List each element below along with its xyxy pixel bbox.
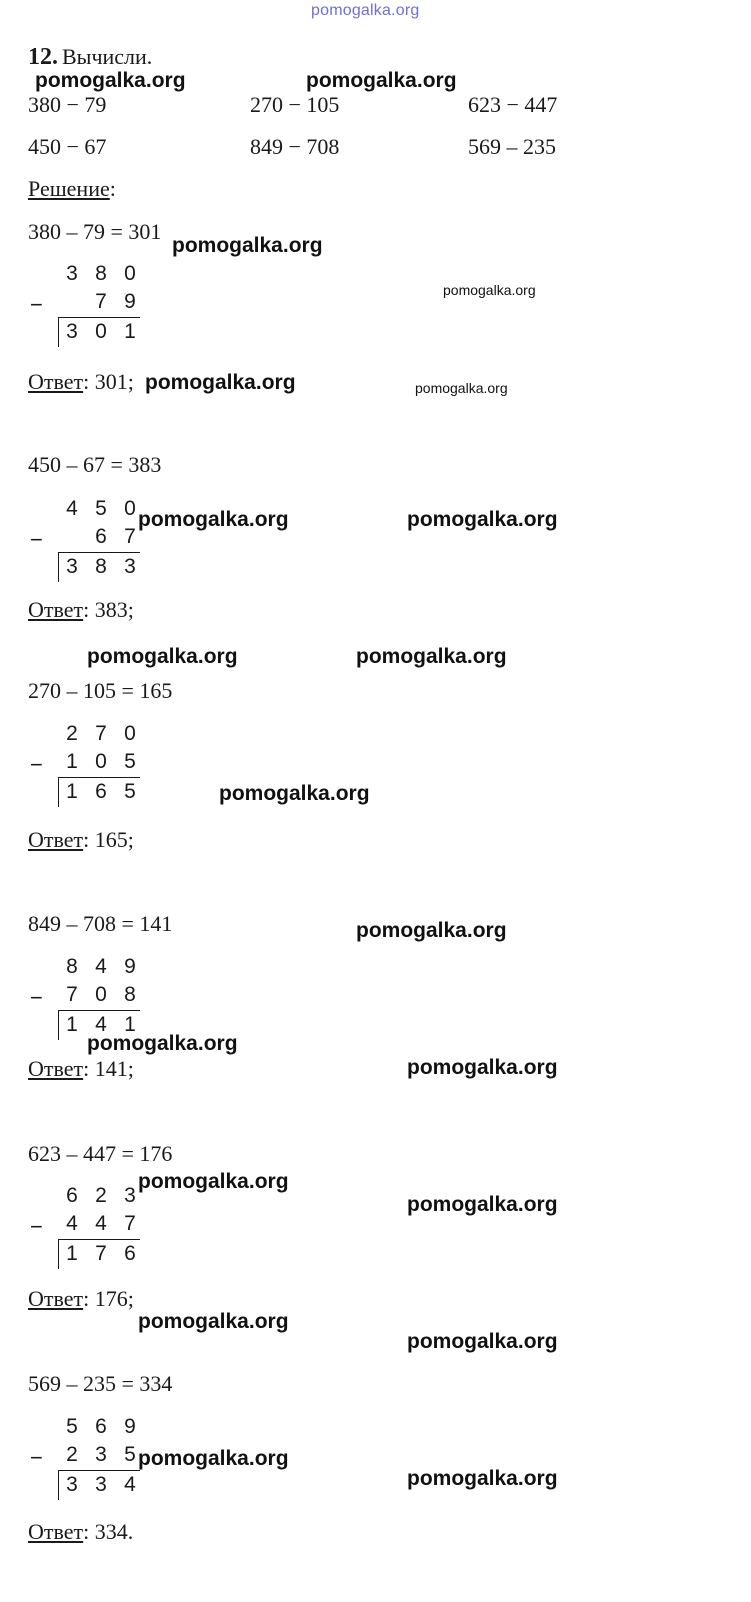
digit: 7 (66, 983, 78, 1006)
digit: 1 (124, 1013, 136, 1036)
site-watermark-top: pomogalka.org (311, 2, 420, 19)
digit: 3 (66, 1473, 78, 1496)
column-result-row (62, 1242, 140, 1266)
digit: 4 (66, 497, 78, 520)
solution-4-answer (28, 1056, 134, 1082)
digit: 0 (95, 983, 107, 1006)
solution-2-column (30, 497, 140, 583)
column-top-row (62, 1415, 140, 1439)
watermark: pomogalka.org (407, 1056, 558, 1079)
digit (62, 525, 82, 549)
solution-4-column (30, 955, 140, 1041)
column-result-row (62, 1473, 140, 1497)
answer-label: Ответ (28, 597, 84, 622)
watermark: pomogalka.org (87, 1032, 238, 1055)
column-top-row (62, 1184, 140, 1208)
digit: 3 (95, 1443, 107, 1466)
answer-value: : 165; (83, 827, 134, 852)
problem-2-2: 849 − 708 (250, 134, 340, 159)
watermark: pomogalka.org (356, 919, 507, 942)
solution-heading-colon: : (109, 176, 116, 201)
digit: 5 (95, 497, 107, 520)
digit: 6 (66, 1184, 78, 1207)
column-result-row (62, 780, 140, 804)
solution-6-answer (28, 1519, 133, 1545)
digit: 5 (124, 780, 136, 803)
problem-1-1: 380 − 79 (28, 92, 107, 117)
digit: 6 (95, 525, 107, 548)
problem-2-1: 450 − 67 (28, 134, 107, 159)
answer-value: : 141; (83, 1056, 134, 1081)
column-bottom-row (62, 750, 140, 774)
digit: 4 (66, 1212, 78, 1235)
minus-sign: − (30, 1214, 43, 1239)
column-underline (58, 777, 140, 778)
solution-3-answer (28, 827, 134, 853)
minus-sign: − (30, 752, 43, 777)
minus-sign: − (30, 292, 43, 317)
digit: 1 (66, 780, 78, 803)
digit: 8 (95, 262, 107, 285)
watermark: pomogalka.org (172, 234, 323, 257)
digit: 3 (124, 555, 136, 578)
answer-label: Ответ (28, 1519, 84, 1544)
digit: 0 (95, 320, 107, 343)
digit: 2 (66, 722, 78, 745)
watermark: pomogalka.org (407, 1467, 558, 1490)
problem-1-3: 623 − 447 (468, 92, 558, 117)
digit: 1 (66, 1242, 78, 1265)
digit: 6 (95, 1415, 107, 1438)
answer-label: Ответ (28, 369, 84, 394)
column-bottom-row (62, 1212, 140, 1236)
watermark: pomogalka.org (306, 69, 457, 92)
digit: 6 (124, 1242, 136, 1265)
watermark: pomogalka.org (145, 371, 296, 394)
solution-heading (28, 176, 116, 202)
column-bottom-row (62, 290, 140, 314)
column-result-bracket (58, 317, 59, 347)
solution-heading-text: Решение (28, 176, 110, 201)
digit: 4 (95, 1212, 107, 1235)
watermark: pomogalka.org (138, 1310, 289, 1333)
solution-5-equation: 623 – 447 = 176 (28, 1141, 173, 1166)
digit: 4 (95, 1013, 107, 1036)
digit: 1 (124, 320, 136, 343)
answer-label: Ответ (28, 1056, 84, 1081)
column-top-row (62, 497, 140, 521)
digit: 7 (95, 290, 107, 313)
answer-label: Ответ (28, 1286, 84, 1311)
digit: 3 (124, 1184, 136, 1207)
digit: 0 (95, 750, 107, 773)
solution-2-equation: 450 – 67 = 383 (28, 452, 162, 477)
digit: 3 (66, 555, 78, 578)
digit: 9 (124, 955, 136, 978)
solution-5-column (30, 1184, 140, 1270)
column-result-bracket (58, 1239, 59, 1269)
minus-sign: − (30, 985, 43, 1010)
minus-sign: − (30, 1445, 43, 1470)
column-underline (58, 317, 140, 318)
task-title: Вычисли. (62, 44, 153, 69)
column-top-row (62, 722, 140, 746)
column-underline (58, 1470, 140, 1471)
watermark: pomogalka.org (138, 1447, 289, 1470)
solution-1-answer (28, 369, 134, 395)
digit: 8 (124, 983, 136, 1006)
digit: 8 (66, 955, 78, 978)
solution-5-answer (28, 1286, 134, 1312)
watermark: pomogalka.org (407, 1193, 558, 1216)
column-underline (58, 552, 140, 553)
digit: 0 (124, 497, 136, 520)
solution-1-equation: 380 – 79 = 301 (28, 219, 162, 244)
solution-3-equation: 270 – 105 = 165 (28, 678, 173, 703)
solution-3-column (30, 722, 140, 808)
digit: 5 (124, 1443, 136, 1466)
minus-sign: − (30, 527, 43, 552)
digit: 0 (124, 722, 136, 745)
column-result-bracket (58, 777, 59, 807)
watermark: pomogalka.org (443, 282, 536, 298)
solution-1-column (30, 262, 140, 348)
task-header (28, 44, 152, 71)
digit: 7 (124, 1212, 136, 1235)
column-underline (58, 1010, 140, 1011)
column-underline (58, 1239, 140, 1240)
answer-value: : 334. (83, 1519, 134, 1544)
digit: 7 (95, 722, 107, 745)
digit: 2 (66, 1443, 78, 1466)
column-top-row (62, 955, 140, 979)
watermark: pomogalka.org (35, 69, 186, 92)
watermark: pomogalka.org (407, 1330, 558, 1353)
digit (62, 290, 82, 314)
digit: 3 (66, 262, 78, 285)
digit: 1 (66, 1013, 78, 1036)
digit: 1 (66, 750, 78, 773)
solution-4-equation: 849 – 708 = 141 (28, 911, 173, 936)
digit: 8 (95, 555, 107, 578)
problem-1-2: 270 − 105 (250, 92, 340, 117)
solution-2-answer (28, 597, 134, 623)
column-top-row (62, 262, 140, 286)
watermark: pomogalka.org (87, 645, 238, 668)
watermark: pomogalka.org (138, 508, 289, 531)
watermark: pomogalka.org (415, 380, 508, 396)
digit: 9 (124, 1415, 136, 1438)
answer-value: : 301; (83, 369, 134, 394)
digit: 4 (124, 1473, 136, 1496)
column-result-bracket (58, 1470, 59, 1500)
digit: 0 (124, 262, 136, 285)
solution-6-column (30, 1415, 140, 1501)
digit: 5 (124, 750, 136, 773)
digit: 9 (124, 290, 136, 313)
column-bottom-row (62, 525, 140, 549)
watermark: pomogalka.org (356, 645, 507, 668)
task-number: 12. (28, 44, 58, 70)
column-result-bracket (58, 552, 59, 582)
column-bottom-row (62, 983, 140, 1007)
watermark: pomogalka.org (407, 508, 558, 531)
watermark: pomogalka.org (138, 1170, 289, 1193)
solution-6-equation: 569 – 235 = 334 (28, 1371, 173, 1396)
digit: 7 (124, 525, 136, 548)
digit: 7 (95, 1242, 107, 1265)
column-result-bracket (58, 1010, 59, 1040)
digit: 2 (95, 1184, 107, 1207)
digit: 4 (95, 955, 107, 978)
digit: 3 (66, 320, 78, 343)
answer-value: : 383; (83, 597, 134, 622)
digit: 5 (66, 1415, 78, 1438)
digit: 6 (95, 780, 107, 803)
column-result-row (62, 320, 140, 344)
column-result-row (62, 555, 140, 579)
digit: 3 (95, 1473, 107, 1496)
answer-value: : 176; (83, 1286, 134, 1311)
watermark: pomogalka.org (219, 782, 370, 805)
answer-label: Ответ (28, 827, 84, 852)
problem-2-3: 569 – 235 (468, 134, 556, 159)
column-bottom-row (62, 1443, 140, 1467)
